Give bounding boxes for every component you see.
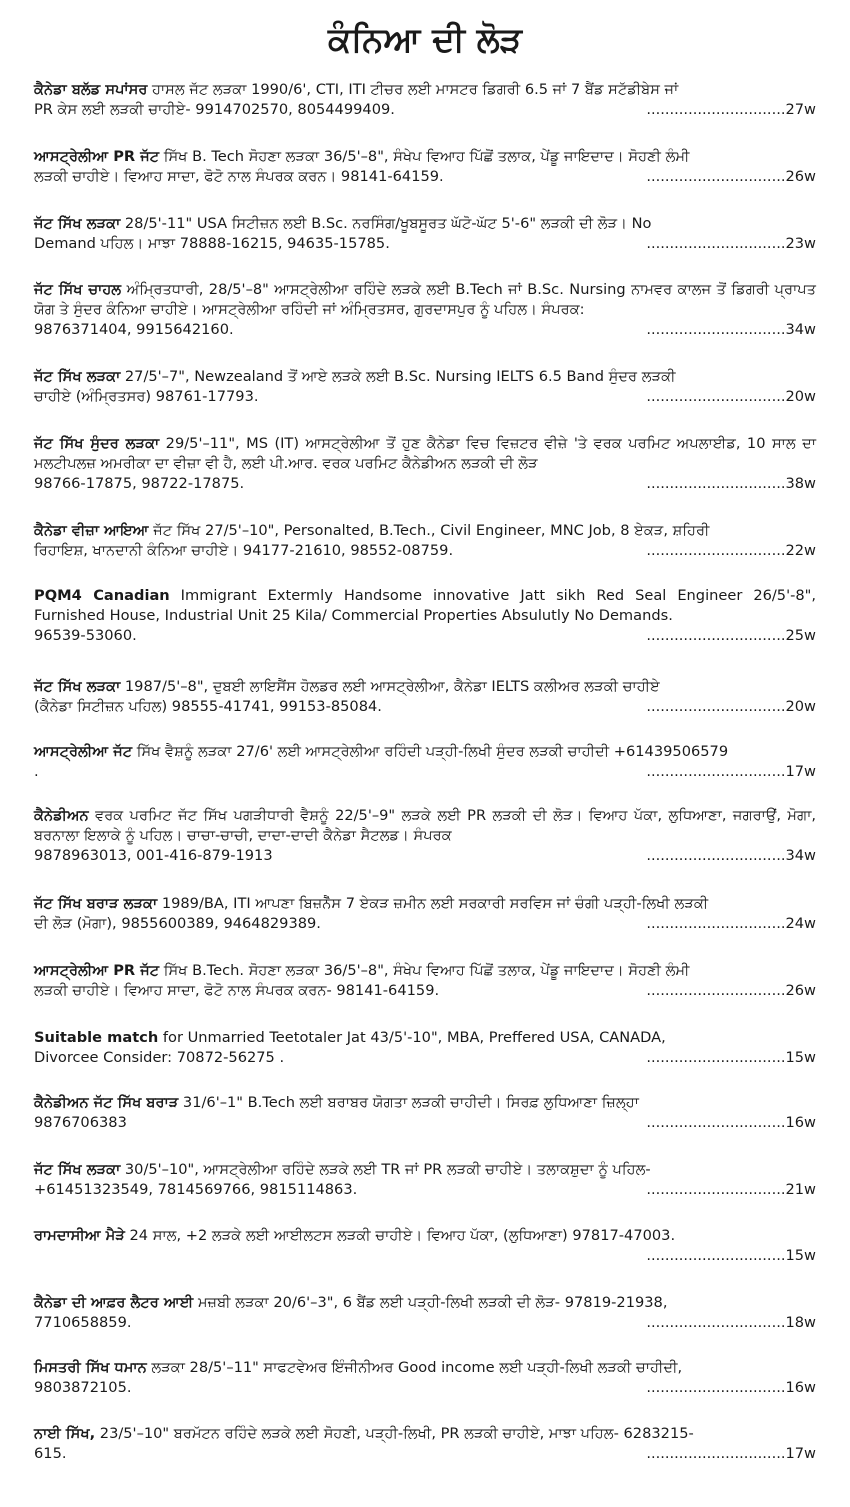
ad-code: ..............................16w [646, 1114, 816, 1131]
ad-text: 1989/BA, ITI ਆਪਣਾ ਬਿਜ਼ਨੈੱਸ 7 ਏਕੜ ਜ਼ਮੀਨ ਲਈ ਸਰਕਾਰੀ ਸਰਵਿਸ ਜਾਂ ਚੰਗੀ ਪੜ੍ਹੀ-ਲਿਖੀ ਲੜਕੀ [161, 895, 709, 912]
ad-contact: PR ਕੇਸ ਲਈ ਲੜਕੀ ਚਾਹੀਏ- 9914702570, 8054499409. [34, 101, 395, 118]
ad-contact-line [34, 1313, 816, 1333]
matrimonial-ad [34, 586, 816, 646]
ad-contact: (ਕੈਨੇਡਾ ਸਿਟੀਜ਼ਨ ਪਹਿਲ) 98555-41741, 99153-85084. [34, 698, 382, 715]
matrimonial-ad [34, 1293, 816, 1333]
ad-text: 24 ਸਾਲ, +2 ਲੜਕੇ ਲਈ ਆਈਲਟਸ ਲੜਕੀ ਚਾਹੀਏ। ਵਿਆਹ ਪੱਕਾ, (ਲੁਧਿਆਣਾ) 97817-47003. [129, 1227, 676, 1244]
ad-text: ਮਜ਼ਬੀ ਲੜਕਾ 20/6'–3", 6 ਬੈਂਡ ਲਈ ਪੜ੍ਹੀ-ਲਿਖੀ ਲੜਕੀ ਦੀ ਲੋੜ- 97819-21938, [197, 1294, 668, 1311]
ad-text: ਲੜਕਾ 28/5'–11" ਸਾਫਟਵੇਅਰ ਇੰਜੀਨੀਅਰ Good income ਲਈ ਪੜ੍ਹੀ-ਲਿਖੀ ਲੜਕੀ ਚਾਹੀਦੀ, [151, 1359, 683, 1376]
ad-code: ..............................18w [646, 1314, 816, 1331]
ad-code: ..............................21w [646, 1181, 816, 1198]
ad-contact-line [34, 1444, 816, 1464]
ad-contact: 9878963013, 001-416-879-1913 [34, 847, 273, 864]
matrimonial-ad [34, 894, 816, 934]
ad-contact: 7710658859. [34, 1314, 132, 1331]
ad-contact: Demand ਪਹਿਲ। ਮਾਝਾ 78888-16215, 94635-15785. [34, 235, 390, 252]
ad-text: for Unmarried Teetotaler Jat 43/5'-10", MBA, Preffered USA, CANADA, [162, 1029, 666, 1046]
ad-contact-line [34, 541, 816, 561]
ad-code: ..............................17w [646, 1445, 816, 1462]
ad-contact: . [34, 763, 39, 780]
ad-contact: ਲੜਕੀ ਚਾਹੀਏ। ਵਿਆਹ ਸਾਦਾ, ਫੋਟੋ ਨਾਲ ਸੰਪਰਕ ਕਰਨ। 98141-64159. [34, 168, 444, 185]
ad-code: ..............................26w [646, 982, 816, 999]
ad-code: ..............................23w [646, 235, 816, 252]
ad-headline: ਜੱਟ ਸਿੱਖ ਬਰਾੜ ਲੜਕਾ [34, 895, 158, 912]
ad-code: ..............................24w [646, 915, 816, 932]
ad-code: ..............................15w [646, 1247, 816, 1264]
ad-contact: ਲੜਕੀ ਚਾਹੀਏ। ਵਿਆਹ ਸਾਦਾ, ਫੋਟੋ ਨਾਲ ਸੰਪਰਕ ਕਰਨ- 98141-64159. [34, 982, 440, 999]
ad-headline: Suitable match [34, 1029, 159, 1046]
ad-headline: ਕੈਨੇਡਾ ਦੀ ਆਫ਼ਰ ਲੈਟਰ ਆਈ [34, 1294, 194, 1311]
ad-contact: ਰਿਹਾਇਸ਼, ਖਾਨਦਾਨੀ ਕੰਨਿਆ ਚਾਹੀਏ। 94177-21610, 98552-08759. [34, 542, 454, 559]
ad-text: ਸਿੱਖ B. Tech ਸੋਹਣਾ ਲੜਕਾ 36/5'–8", ਸੰਖੇਪ ਵਿਆਹ ਪਿੱਛੋਂ ਤਲਾਕ, ਪੇਂਡੂ ਜਾਇਦਾਦ। ਸੋਹਣੀ ਲੰਮੀ [163, 148, 690, 165]
ad-contact: 98766-17875, 98722-17875. [34, 475, 245, 492]
ad-contact-line [34, 100, 816, 120]
ad-headline: ਕੈਨੇਡਾ ਬਲੱਡ ਸਪਾਂਸਰ [34, 81, 148, 98]
matrimonial-ad [34, 1093, 816, 1133]
ad-headline: ਆਸਟ੍ਰੇਲੀਆ PR ਜੱਟ [34, 148, 160, 165]
ad-text: Immigrant Extermly Handsome innovative Jatt sikh Red Seal Engineer 26/5'-8", Furnished House, Industrial Unit 25 Kila/ Commercial Properties Absulutly No Demands. [34, 587, 816, 624]
matrimonial-ad [34, 367, 816, 407]
ad-code: ..............................38w [646, 475, 816, 492]
ad-headline: PQM4 Canadian [34, 587, 170, 604]
ad-contact-line [34, 167, 816, 187]
ad-contact-line [34, 1113, 816, 1133]
ad-code: ..............................27w [646, 101, 816, 118]
ad-headline: ਜੱਟ ਸਿੱਖ ਲੜਕਾ [34, 678, 121, 695]
ad-contact-line [34, 387, 816, 407]
ad-contact-line [34, 1180, 816, 1200]
ad-headline: ਰਾਮਦਾਸੀਆ ਮੈੜੇ [34, 1227, 125, 1244]
ad-contact: 615. [34, 1445, 67, 1462]
matrimonial-ad [34, 147, 816, 187]
matrimonial-ad [34, 1226, 816, 1266]
ad-contact-line [34, 981, 816, 1001]
ad-contact-line [34, 234, 816, 254]
matrimonial-ad [34, 961, 816, 1001]
ad-text: ਹਾਸਲ ਜੱਟ ਲੜਕਾ 1990/6', CTI, ITI ਟੀਚਰ ਲਈ ਮਾਸਟਰ ਡਿਗਰੀ 6.5 ਜਾਂ 7 ਬੈਂਡ ਸਟੱਡੀਬੇਸ ਜਾਂ [152, 81, 679, 98]
ad-headline: ਕੈਨੇਡੀਅਨ ਜੱਟ ਸਿੱਖ ਬਰਾੜ [34, 1094, 179, 1111]
matrimonial-ad [34, 280, 816, 340]
matrimonial-ad [34, 677, 816, 717]
ad-headline: ਨਾਈ ਸਿੱਖ, [34, 1425, 96, 1442]
ad-text: 29/5'–11", MS (IT) ਆਸਟ੍ਰੇਲੀਆ ਤੋਂ ਹੁਣ ਕੈਨੇਡਾ ਵਿਚ ਵਿਜ਼ਟਰ ਵੀਜ਼ੇ 'ਤੇ ਵਰਕ ਪਰਮਿਟ ਅਪਲਾਈਡ, 10 ਸਾਲ ਦਾ ਮਲਟੀਪਲਜ਼ ਅਮਰੀਕਾ ਦਾ ਵੀਜ਼ਾ ਵੀ ਹੈ, ਲਈ ਪੀ.ਆਰ. ਵਰਕ ਪਰਮਿਟ ਕੈਨੇਡੀਅਨ ਲੜਕੀ ਦੀ ਲੋੜ [34, 435, 817, 472]
matrimonial-ad [34, 214, 816, 254]
ad-contact-line [34, 697, 816, 717]
page-title: ਕੰਨਿਆ ਦੀ ਲੋੜ [328, 20, 522, 60]
ad-text: 27/5'–7", Newzealand ਤੋਂ ਆਏ ਲੜਕੇ ਲਈ B.Sc. Nursing IELTS 6.5 Band ਸੁੰਦਰ ਲੜਕੀ [124, 368, 676, 385]
ad-contact: +61451323549, 7814569766, 9815114863. [34, 1181, 358, 1198]
ad-contact-line [34, 846, 816, 866]
ad-code: ..............................34w [646, 847, 816, 864]
ad-headline: ਆਸਟ੍ਰੇਲੀਆ PR ਜੱਟ [34, 962, 160, 979]
matrimonial-ad [34, 1424, 816, 1464]
ad-contact-line [34, 914, 816, 934]
ad-contact-line [34, 626, 816, 646]
matrimonial-ad [34, 1160, 816, 1200]
matrimonial-ad [34, 1358, 816, 1398]
ad-code: ..............................17w [646, 763, 816, 780]
ad-text: 31/6'–1" B.Tech ਲਈ ਬਰਾਬਰ ਯੋਗਤਾ ਲੜਕੀ ਚਾਹੀਦੀ। ਸਿਰਫ਼ ਲੁਧਿਆਣਾ ਜ਼ਿਲ੍ਹਾ [182, 1094, 639, 1111]
matrimonial-ad [34, 806, 816, 866]
ad-headline: ਕੈਨੇਡਾ ਵੀਜ਼ਾ ਆਇਆ [34, 522, 149, 539]
ad-contact-line [34, 1246, 816, 1266]
ad-text: 23/5'–10" ਬਰਮੱਟਨ ਰਹਿੰਦੇ ਲੜਕੇ ਲਈ ਸੋਹਣੀ, ਪੜ੍ਹੀ-ਲਿਖੀ, PR ਲੜਕੀ ਚਾਹੀਏ, ਮਾਝਾ ਪਹਿਲ- 6283215- [99, 1425, 694, 1442]
ad-contact: Divorcee Consider: 70872-56275 . [34, 1049, 285, 1066]
matrimonial-ad [34, 521, 816, 561]
ad-contact: ਦੀ ਲੋੜ (ਮੋਗਾ), 9855600389, 9464829389. [34, 915, 321, 932]
ad-contact-line [34, 762, 816, 782]
ad-contact-line [34, 1378, 816, 1398]
ad-text: 30/5'–10", ਆਸਟ੍ਰੇਲੀਆ ਰਹਿੰਦੇ ਲੜਕੇ ਲਈ TR ਜਾਂ PR ਲੜਕੀ ਚਾਹੀਏ। ਤਲਾਕਸ਼ੁਦਾ ਨੂੰ ਪਹਿਲ- [124, 1161, 651, 1178]
ad-contact-line [34, 320, 816, 340]
ad-headline: ਜੱਟ ਸਿੱਖ ਸੁੰਦਰ ਲੜਕਾ [34, 435, 160, 452]
ad-headline: ਜੱਟ ਸਿੱਖ ਲੜਕਾ [34, 1161, 121, 1178]
ad-code: ..............................25w [646, 627, 816, 644]
ad-text: ਅੰਮ੍ਰਿਤਧਾਰੀ, 28/5'–8" ਆਸਟ੍ਰੇਲੀਆ ਰਹਿੰਦੇ ਲੜਕੇ ਲਈ B.Tech ਜਾਂ B.Sc. Nursing ਨਾਮਵਰ ਕਾਲਜ ਤੋਂ ਡਿਗਰੀ ਪ੍ਰਾਪਤ ਯੋਗ ਤੇ ਸੁੰਦਰ ਕੰਨਿਆ ਚਾਹੀਏ। ਆਸਟ੍ਰੇਲੀਆ ਰਹਿੰਦੀ ਜਾਂ ਅੰਮ੍ਰਿਤਸਰ, ਗੁਰਦਾਸਪੁਰ ਨੂੰ ਪਹਿਲ। ਸੰਪਰਕ: [34, 281, 817, 318]
matrimonial-ad [34, 1028, 816, 1068]
ad-contact: 9876371404, 9915642160. [34, 321, 234, 338]
ad-text: 28/5'-11" USA ਸਿਟੀਜ਼ਨ ਲਈ B.Sc. ਨਰਸਿੰਗ/ਖੂਬਸੂਰਤ ਘੱਟੋ-ਘੱਟ 5'-6" ਲੜਕੀ ਦੀ ਲੋੜ। No [124, 215, 652, 232]
ad-text: ਸਿੱਖ B.Tech. ਸੋਹਣਾ ਲੜਕਾ 36/5'–8", ਸੰਖੇਪ ਵਿਆਹ ਪਿੱਛੋਂ ਤਲਾਕ, ਪੇਂਡੂ ਜਾਇਦਾਦ। ਸੋਹਣੀ ਲੰਮੀ [163, 962, 690, 979]
ad-code: ..............................22w [646, 542, 816, 559]
ad-contact: ਚਾਹੀਏ (ਅੰਮ੍ਰਿਤਸਰ) 98761-17793. [34, 388, 259, 405]
ad-code: ..............................15w [646, 1049, 816, 1066]
ad-headline: ਜੱਟ ਸਿੱਖ ਲੜਕਾ [34, 215, 121, 232]
ad-text: ਵਰਕ ਪਰਮਿਟ ਜੱਟ ਸਿੱਖ ਪਗੜੀਧਾਰੀ ਵੈਸ਼ਨੂੰ 22/5'–9" ਲੜਕੇ ਲਈ PR ਲੜਕੀ ਦੀ ਲੋੜ। ਵਿਆਹ ਪੱਕਾ, ਲੁਧਿਆਣਾ, ਜਗਰਾਉਂ, ਮੋਗਾ, ਬਰਨਾਲਾ ਇਲਾਕੇ ਨੂੰ ਪਹਿਲ। ਚਾਚਾ-ਚਾਚੀ, ਦਾਦਾ-ਦਾਦੀ ਕੈਨੇਡਾ ਸੈਟਲਡ। ਸੰਪਰਕ [34, 807, 817, 844]
ad-text: ਸਿੱਖ ਵੈਸ਼ਨੂੰ ਲੜਕਾ 27/6' ਲਈ ਆਸਟ੍ਰੇਲੀਆ ਰਹਿੰਦੀ ਪੜ੍ਹੀ-ਲਿਖੀ ਸੁੰਦਰ ਲੜਕੀ ਚਾਹੀਦੀ +61439506579 [136, 743, 729, 760]
ad-headline: ਜੱਟ ਸਿੱਖ ਚਾਹਲ [34, 281, 122, 298]
ad-code: ..............................20w [646, 388, 816, 405]
ad-code: ..............................34w [646, 321, 816, 338]
ad-headline: ਆਸਟ੍ਰੇਲੀਆ ਜੱਟ [34, 743, 133, 760]
ad-code: ..............................16w [646, 1379, 816, 1396]
ad-headline: ਜੱਟ ਸਿੱਖ ਲੜਕਾ [34, 368, 121, 385]
ad-text: ਜੱਟ ਸਿੱਖ 27/5'–10", Personalted, B.Tech., Civil Engineer, MNC Job, 8 ਏਕੜ, ਸ਼ਹਿਰੀ [153, 522, 710, 539]
ad-text: 1987/5'–8", ਦੁਬਈ ਲਾਇਸੈਂਸ ਹੋਲਡਰ ਲਈ ਆਸਟ੍ਰੇਲੀਆ, ਕੈਨੇਡਾ IELTS ਕਲੀਅਰ ਲੜਕੀ ਚਾਹੀਏ [124, 678, 660, 695]
ad-code: ..............................26w [646, 168, 816, 185]
matrimonial-ad [34, 80, 816, 120]
matrimonial-ad [34, 434, 816, 494]
ad-contact: 96539-53060. [34, 627, 137, 644]
ad-headline: ਕੈਨੇਡੀਅਨ [34, 807, 89, 824]
ad-code: ..............................20w [646, 698, 816, 715]
matrimonial-ad [34, 742, 816, 782]
ad-headline: ਮਿਸਤਰੀ ਸਿੱਖ ਧਮਾਨ [34, 1359, 147, 1376]
ad-contact-line [34, 474, 816, 494]
ad-contact: 9803872105. [34, 1379, 132, 1396]
ad-contact: 9876706383 [34, 1114, 127, 1131]
ad-contact-line [34, 1048, 816, 1068]
